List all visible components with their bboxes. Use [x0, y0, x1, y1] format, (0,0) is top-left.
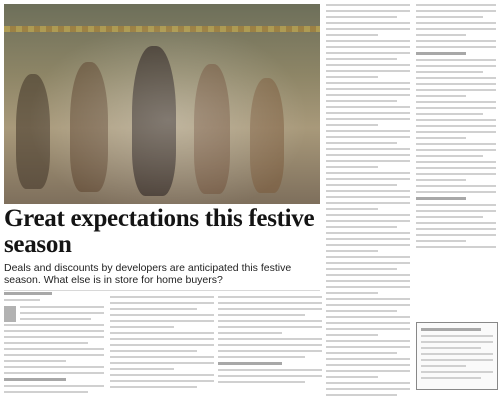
column-4	[326, 4, 410, 400]
deck: Deals and discounts by developers are anticipated this festive season. What else is in store for home buyers?	[4, 262, 292, 286]
boxed-quote-heading	[421, 328, 481, 331]
lead-photo	[4, 4, 320, 204]
column-5	[416, 4, 496, 252]
boxed-quote	[416, 322, 498, 390]
byline-placeholder	[4, 292, 52, 305]
paragraph-placeholder	[4, 306, 104, 320]
column-1	[4, 306, 104, 397]
column-2	[110, 296, 214, 392]
headline: Great expectations this festive season	[4, 205, 315, 258]
column-rule	[4, 290, 320, 291]
subhead-placeholder	[4, 378, 66, 381]
subhead-placeholder	[416, 197, 466, 200]
subhead-placeholder	[218, 362, 282, 365]
column-3	[218, 296, 322, 387]
subhead-placeholder	[416, 52, 466, 55]
